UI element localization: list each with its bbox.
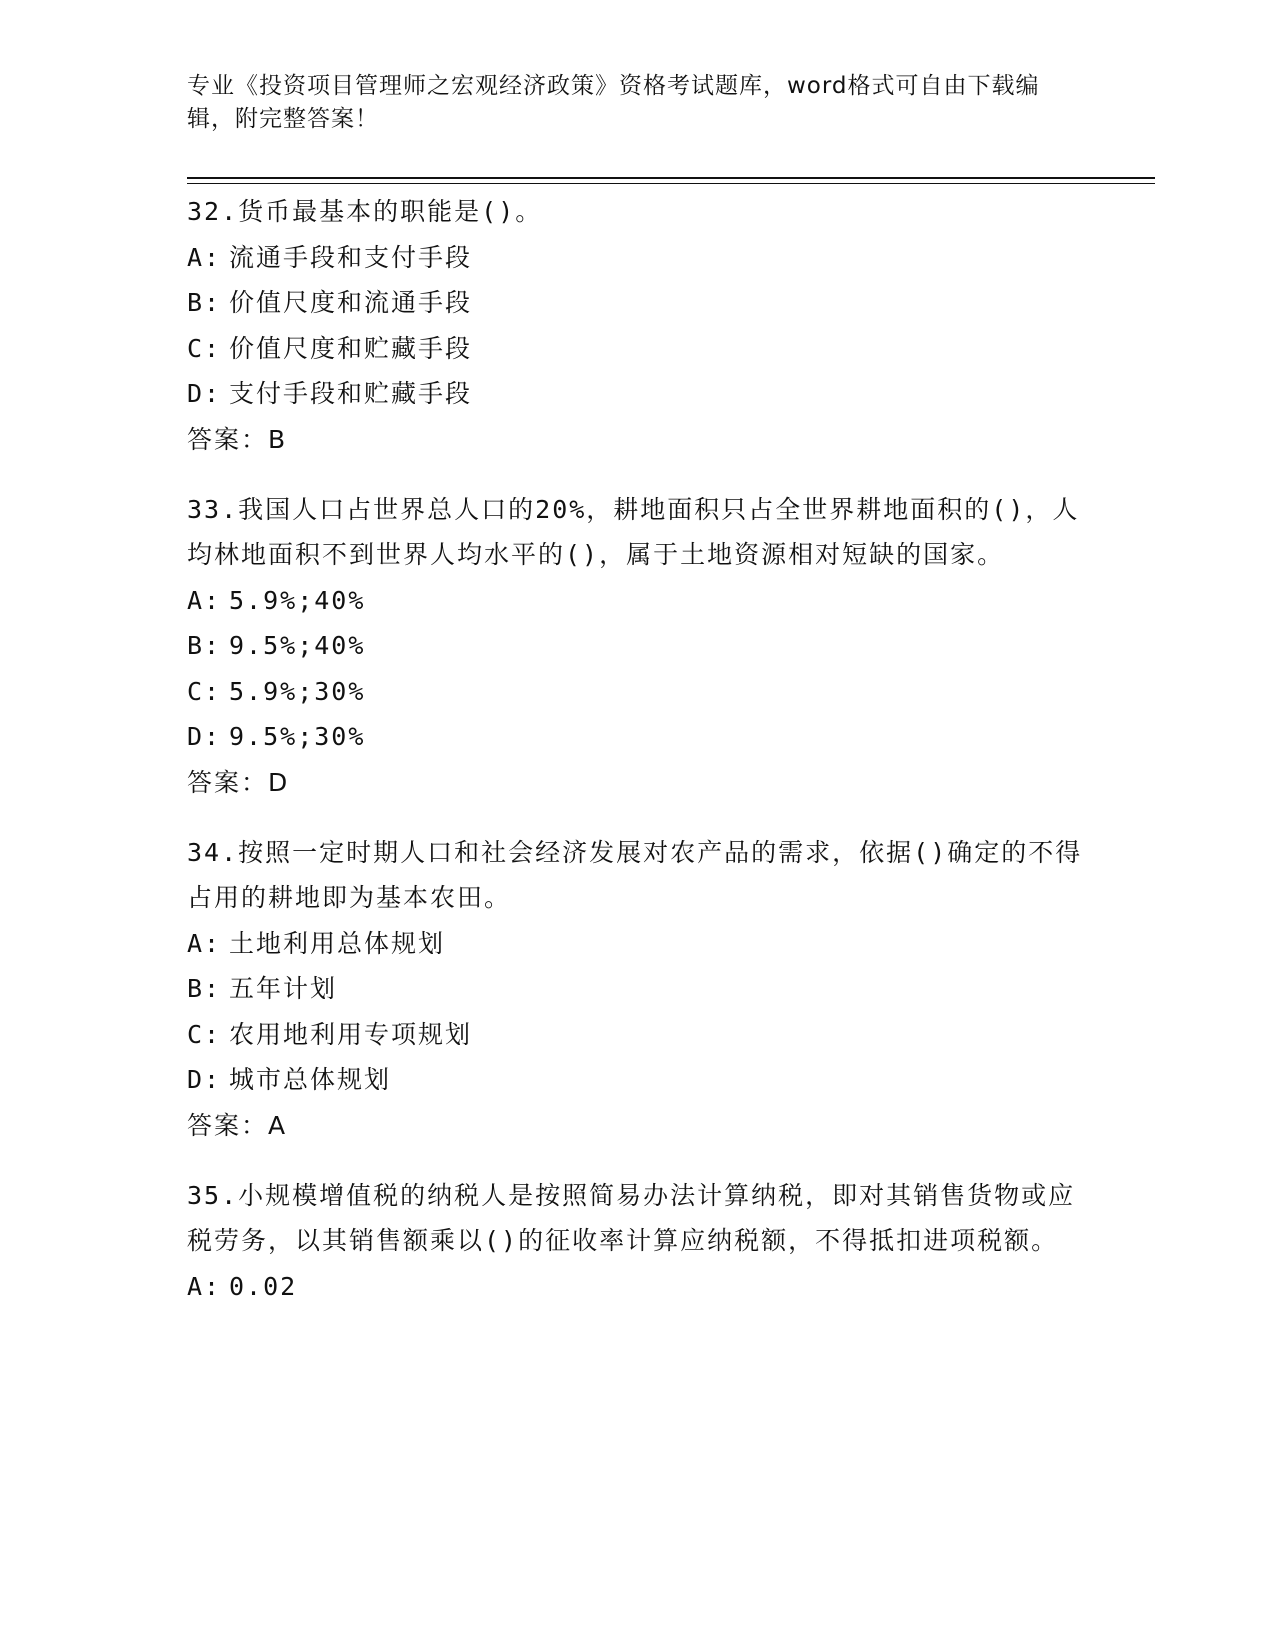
option-letter: B: (187, 288, 222, 317)
option-letter: A: (187, 1271, 222, 1301)
answer-label: 答案：D (187, 767, 290, 797)
question-stem: 35.小规模增值税的纳税人是按照简易办法计算纳税，即对其销售货物或应税劳务，以其销售额乘以()的征收率计算应纳税额，不得抵扣进项税额。 (187, 1180, 1076, 1255)
question-33 (187, 487, 1087, 806)
option-letter: D: (187, 1065, 222, 1094)
option-letter: A: (187, 585, 222, 615)
option-text: 城市总体规划 (229, 1065, 392, 1094)
option-a (187, 1264, 1087, 1310)
answer-label: 答案：A (187, 1110, 288, 1140)
option-text: 五年计划 (229, 974, 338, 1003)
question-list (187, 189, 1087, 1333)
option-a (187, 921, 1087, 967)
option-c (187, 669, 1087, 715)
option-text: 5.9%;40% (229, 585, 366, 615)
option-text: 流通手段和支付手段 (229, 242, 473, 272)
answer-label: 答案：B (187, 424, 288, 454)
question-stem: 32.货币最基本的职能是()。 (187, 197, 543, 226)
option-d (187, 714, 1087, 760)
option-c (187, 326, 1087, 372)
option-text: 0.02 (229, 1271, 298, 1301)
option-letter: C: (187, 333, 222, 363)
option-text: 9.5%;30% (229, 722, 366, 751)
option-letter: C: (187, 1019, 222, 1049)
question-34 (187, 830, 1087, 1149)
option-letter: C: (187, 676, 222, 706)
option-text: 价值尺度和贮藏手段 (229, 333, 473, 363)
option-letter: A: (187, 928, 222, 958)
header-divider-thin (187, 183, 1155, 184)
option-letter: A: (187, 242, 222, 272)
option-letter: D: (187, 722, 222, 751)
question-stem: 33.我国人口占世界总人口的20%，耕地面积只占全世界耕地面积的()，人均林地面积不到世界人均水平的()，属于土地资源相对短缺的国家。 (187, 494, 1080, 569)
option-letter: D: (187, 379, 222, 408)
question-32 (187, 189, 1087, 463)
option-a (187, 578, 1087, 624)
option-text: 9.5%;40% (229, 631, 366, 660)
option-text: 土地利用总体规划 (229, 928, 446, 958)
option-d (187, 371, 1087, 417)
option-letter: B: (187, 631, 222, 660)
option-c (187, 1012, 1087, 1058)
question-35 (187, 1173, 1087, 1310)
option-letter: B: (187, 974, 222, 1003)
option-b (187, 280, 1087, 326)
question-stem: 34.按照一定时期人口和社会经济发展对农产品的需求，依据()确定的不得占用的耕地即为基本农田。 (187, 837, 1083, 912)
option-a (187, 235, 1087, 281)
option-b (187, 623, 1087, 669)
header-divider-thick (187, 177, 1155, 179)
option-text: 农用地利用专项规划 (229, 1019, 473, 1049)
option-d (187, 1057, 1087, 1103)
option-b (187, 966, 1087, 1012)
option-text: 5.9%;30% (229, 676, 366, 706)
document-header: 专业《投资项目管理师之宏观经济政策》资格考试题库，word格式可自由下载编辑，附完整答案！ (187, 73, 1040, 132)
option-text: 支付手段和贮藏手段 (229, 379, 473, 408)
option-text: 价值尺度和流通手段 (229, 288, 473, 317)
